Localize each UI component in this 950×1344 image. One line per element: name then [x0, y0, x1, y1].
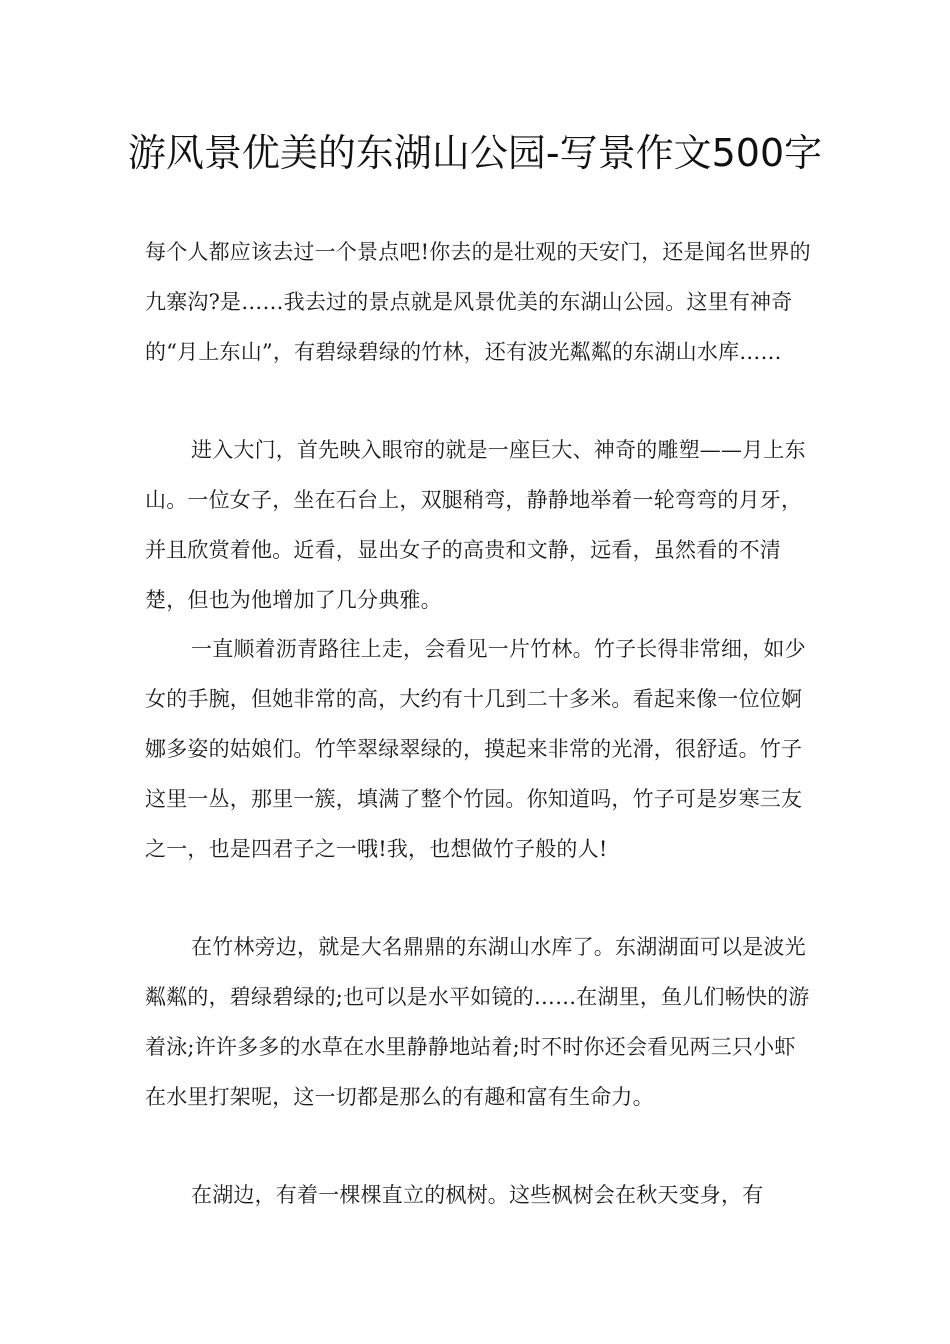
document-title: 游风景优美的东湖山公园-写景作文500字: [127, 131, 823, 175]
paragraph-intro: 每个人都应该去过一个景点吧!你去的是壮观的天安门，还是闻名世界的九寨沟?是……我去过的景点就是风景优美的东湖山公园。这里有神奇的“月上东山”，有碧绿碧绿的竹林，还有波光粼粼的东湖山水库……: [145, 240, 811, 364]
paragraph-bamboo: 一直顺着沥青路往上走，会看见一片竹林。竹子长得非常细，如少女的手腕，但她非常的高，大约有十几到二十多米。看起来像一位位婀娜多姿的姑娘们。竹竿翠绿翠绿的，摸起来非常的光滑，很舒适。竹子这里一丛，那里一簇，填满了整个竹园。你知道吗，竹子可是岁寒三友之一，也是四君子之一哦!我，也想做竹子般的人!: [145, 637, 806, 861]
paragraph-reservoir: 在竹林旁边，就是大名鼎鼎的东湖山水库了。东湖湖面可以是波光粼粼的，碧绿碧绿的;也可以是水平如镜的……在湖里，鱼儿们畅快的游着泳;许许多多的水草在水里静静地站着;时不时你还会看见两三只小虾在水里打架呢，这一切都是那么的有趣和富有生命力。: [145, 935, 810, 1109]
paragraph-maple: 在湖边，有着一棵棵直立的枫树。这些枫树会在秋天变身，有: [191, 1183, 764, 1207]
paragraph-sculpture: 进入大门，首先映入眼帘的就是一座巨大、神奇的雕塑——月上东山。一位女子，坐在石台上，双腿稍弯，静静地举着一轮弯弯的月牙，并且欣赏着他。近看，显出女子的高贵和文静，远看，虽然看的不清楚，但也为他增加了几分典雅。: [145, 438, 806, 612]
